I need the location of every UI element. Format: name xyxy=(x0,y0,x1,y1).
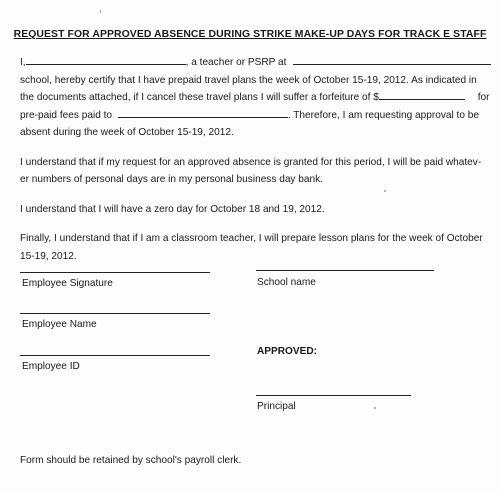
school-blank[interactable] xyxy=(293,54,491,65)
employee-id-label: Employee ID xyxy=(22,361,80,372)
para1-line2: school, hereby certify that I have prepaid travel plans the week of October 15-19, 2012. As indicated in xyxy=(20,74,477,86)
para3-line1: I understand that I will have a zero day for October 18 and 19, 2012. xyxy=(20,203,325,215)
principal-label: Principal xyxy=(257,401,296,412)
therefore-label: . Therefore, I am requesting approval to be xyxy=(287,109,479,121)
para3 xyxy=(20,201,482,219)
para1-line5: absent during the week of October 15-19, 2012. xyxy=(20,127,234,138)
para4-line1: Finally, I understand that if I am a classroom teacher, I will prepare lesson plans for the week of October xyxy=(20,233,483,244)
employee-name-line[interactable] xyxy=(20,313,210,314)
approved-label: APPROVED: xyxy=(257,346,318,357)
forfeiture-label: the documents attached, if I cancel these travel plans I will suffer a forfeiture of $ xyxy=(20,92,379,103)
footer-note: Form should be retained by school's payroll clerk. xyxy=(20,455,242,466)
employee-signature-line[interactable] xyxy=(20,272,210,273)
school-name-line[interactable] xyxy=(256,270,434,271)
employee-signature-label: Employee Signature xyxy=(22,278,113,289)
scan-speck xyxy=(100,10,101,13)
forfeiture-amount-blank[interactable] xyxy=(379,89,465,100)
para4 xyxy=(20,230,482,265)
employee-name-label: Employee Name xyxy=(22,319,97,330)
for-label: for xyxy=(477,92,490,103)
para4-line2: 15-19, 2012. xyxy=(20,250,77,262)
employee-id-line[interactable] xyxy=(20,355,210,356)
employee-name-blank[interactable] xyxy=(26,54,186,65)
para2 xyxy=(20,154,482,189)
para1-line3 xyxy=(20,89,490,107)
form-body xyxy=(20,54,490,265)
scan-speck xyxy=(374,407,376,409)
principal-line[interactable] xyxy=(256,395,411,396)
para1-line1 xyxy=(20,54,482,72)
scan-speck xyxy=(384,190,386,192)
form-title: REQUEST FOR APPROVED ABSENCE DURING STRIKE MAKE-UP DAYS FOR TRACK E STAFF xyxy=(13,29,487,40)
para2-line1: I understand that if my request for an approved absence is granted for this period, I will be paid whatev- xyxy=(20,156,482,168)
para1-line4 xyxy=(20,107,482,125)
paid-to-blank[interactable] xyxy=(118,107,288,118)
role-label: , a teacher or PSRP at xyxy=(185,57,287,68)
prepaid-label: pre-paid fees paid to xyxy=(20,109,113,121)
para2-line2: er numbers of personal days are in my personal business day bank. xyxy=(20,174,323,185)
pronoun-label: I, xyxy=(20,57,26,68)
school-name-label: School name xyxy=(257,277,316,288)
